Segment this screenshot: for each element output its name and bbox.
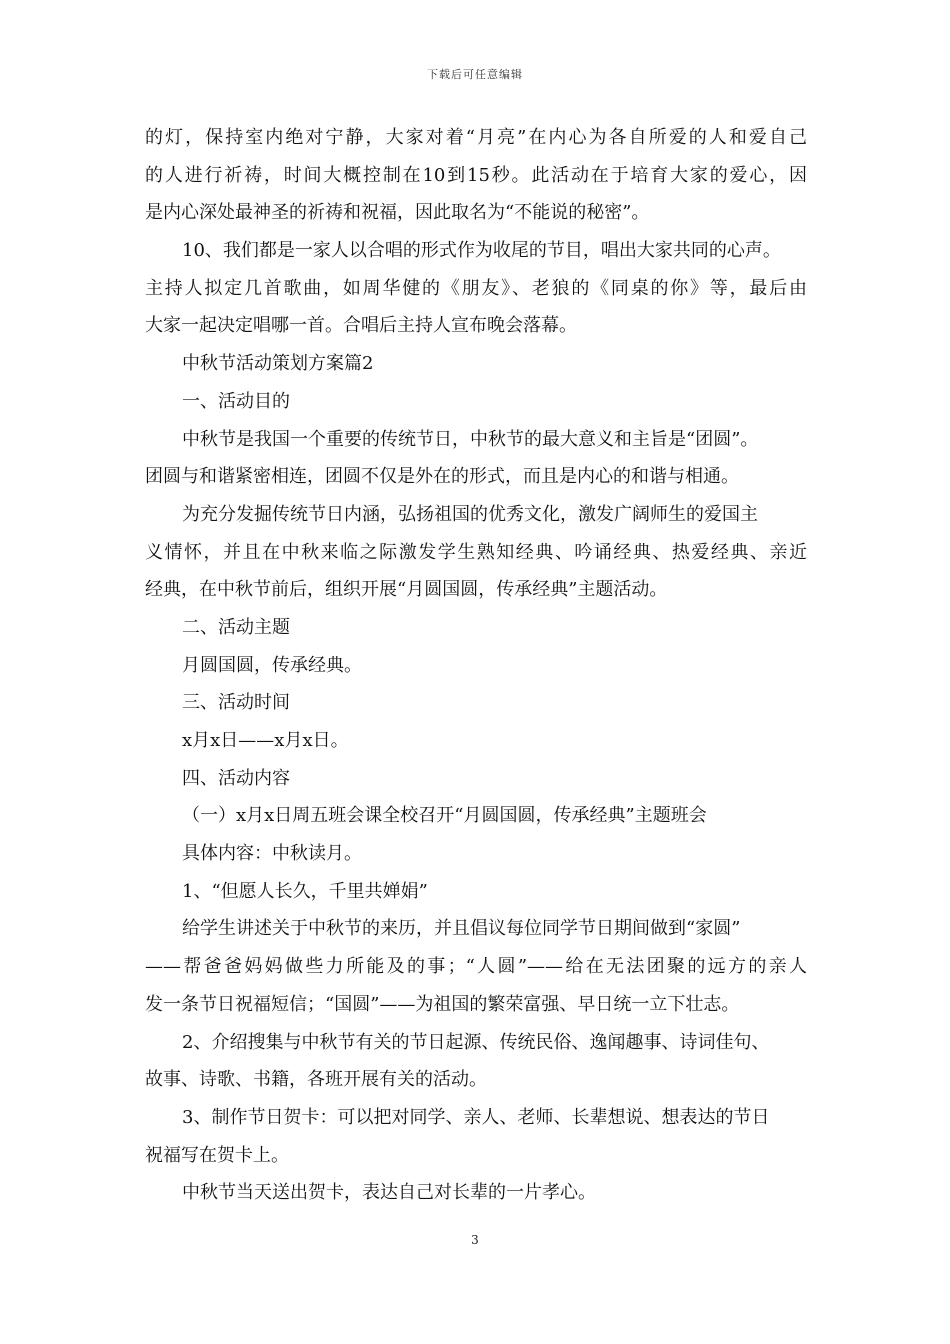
paragraph-line: 给学生讲述关于中秋节的来历，并且倡议每位同学节日期间做到“家圆” — [182, 918, 741, 940]
paragraph-line: （一）x月x日周五班会课全校召开“月圆国圆，传承经典”主题班会 — [182, 805, 707, 827]
page-number: 3 — [471, 1233, 479, 1247]
paragraph-line: ——帮爸爸妈妈做些力所能及的事；“人圆”——给在无法团聚的远方的亲人 — [145, 956, 807, 978]
paragraph-line: 发一条节日祝福短信；“国圆”——为祖国的繁荣富强、早日统一立下壮志。 — [145, 993, 740, 1015]
section-heading: 一、活动目的 — [182, 390, 290, 412]
list-item-heading: 1、“但愿人长久，千里共婵娟” — [182, 880, 428, 902]
paragraph-line: 中秋节当天送出贺卡，表达自己对长辈的一片孝心。 — [182, 1182, 596, 1204]
paragraph-line: 主持人拟定几首歌曲，如周华健的《朋友》、老狼的《同桌的你》等，最后由 — [145, 277, 807, 299]
section-heading: 四、活动内容 — [182, 767, 290, 789]
document-body — [145, 119, 807, 1212]
paragraph-line: x月x日——x月x日。 — [182, 730, 349, 751]
paragraph-line: 的灯，保持室内绝对宁静，大家对着“月亮”在内心为各自所爱的人和爱自己 — [145, 127, 807, 148]
paragraph-line: 义情怀，并且在中秋来临之际激发学生熟知经典、吟诵经典、热爱经典、亲近 — [145, 541, 807, 563]
paragraph-line: 月圆国圆，传承经典。 — [182, 654, 362, 676]
paragraph-line: 是内心深处最神圣的祈祷和祝福，因此取名为“不能说的秘密”。 — [145, 202, 650, 224]
paragraph-line: 的人进行祈祷，时间大概控制在10到15秒。此活动在于培育大家的爱心，因 — [145, 164, 807, 186]
page-header: 下载后可任意编辑 — [427, 68, 523, 81]
paragraph-line: 祝福写在贺卡上。 — [145, 1144, 289, 1166]
paragraph-line: 10、我们都是一家人以合唱的形式作为收尾的节目，唱出大家共同的心声。 — [182, 240, 781, 262]
paragraph-line: 中秋节是我国一个重要的传统节日，中秋节的最大意义和主旨是“团圆”。 — [182, 428, 759, 450]
paragraph-line: 2、介绍搜集与中秋节有关的节日起源、传统民俗、逸闻趣事、诗词佳句、 — [182, 1031, 770, 1053]
paragraph-line: 团圆与和谐紧密相连，团圆不仅是外在的形式，而且是内心的和谐与相通。 — [145, 466, 739, 488]
paragraph-line: 故事、诗歌、书籍，各班开展有关的活动。 — [145, 1069, 487, 1091]
paragraph-line: 为充分发掘传统节日内涵，弘扬祖国的优秀文化，激发广阔师生的爱国主 — [182, 503, 758, 525]
paragraph-line: 经典，在中秋节前后，组织开展“月圆国圆，传承经典”主题活动。 — [145, 579, 668, 601]
section-heading: 二、活动主题 — [182, 616, 290, 638]
paragraph-line: 3、制作节日贺卡：可以把对同学、亲人、老师、长辈想说、想表达的节日 — [182, 1106, 770, 1128]
section-heading: 三、活动时间 — [182, 692, 290, 714]
paragraph-line: 大家一起决定唱哪一首。合唱后主持人宣布晚会落幕。 — [145, 315, 577, 337]
paragraph-line: 具体内容：中秋读月。 — [182, 843, 362, 865]
section-title: 中秋节活动策划方案篇2 — [182, 353, 374, 375]
